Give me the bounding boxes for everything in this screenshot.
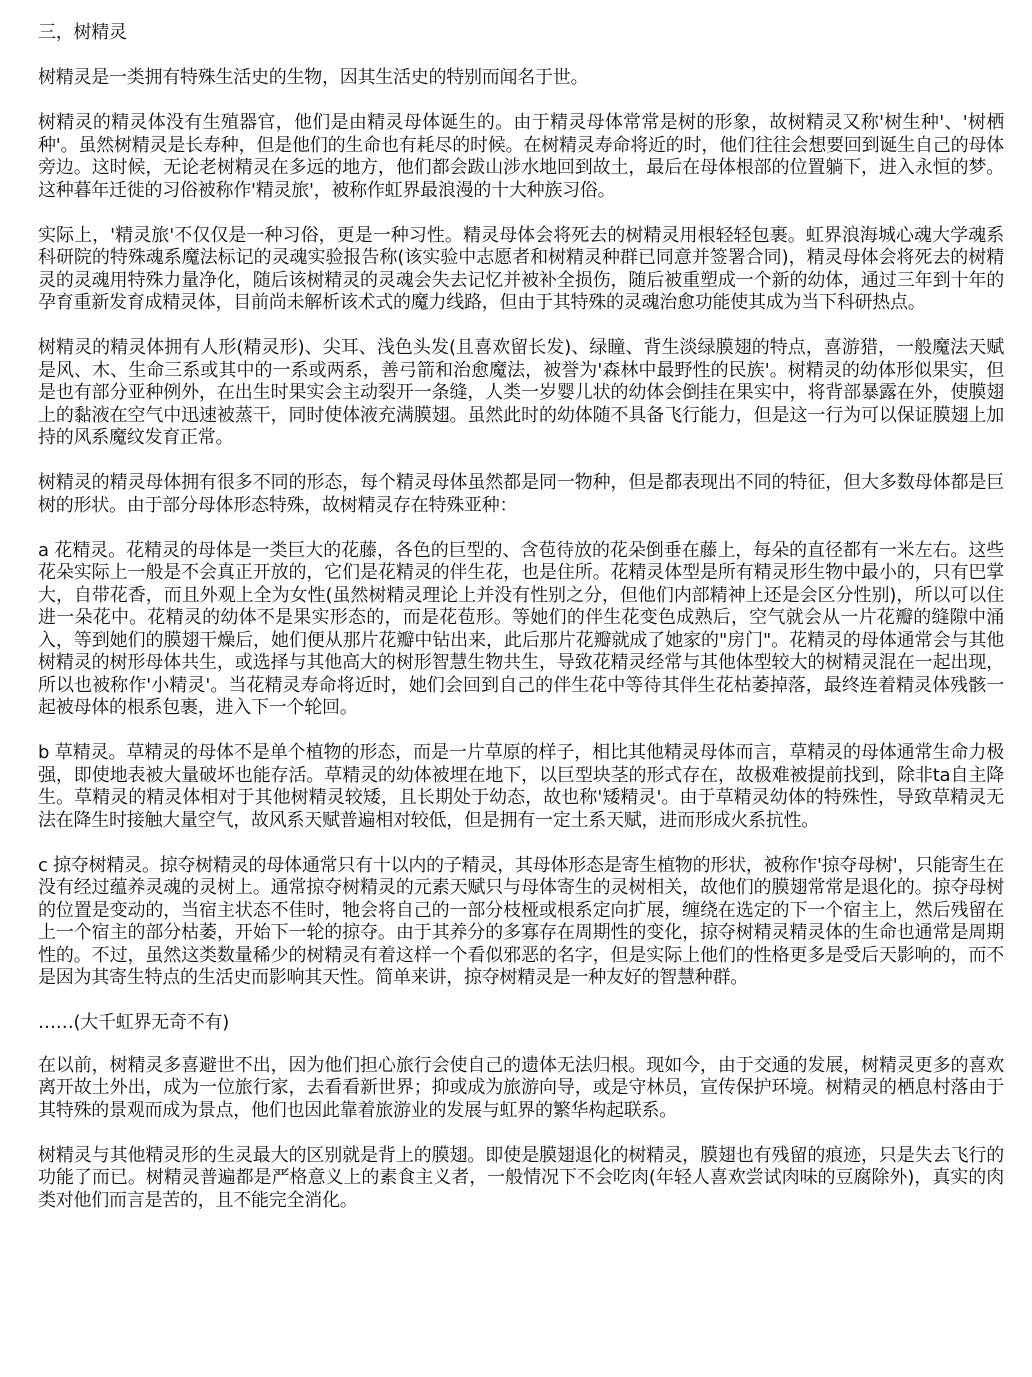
paragraph-grass-elf: b 草精灵。草精灵的母体不是单个植物的形态，而是一片草原的样子，相比其他精灵母体而言，草精灵的母体通常生命力极强，即使地表被大量破坏也能存活。草精灵的幼体被埋在地下，以巨型块茎的形式存在，故极难被提前找到，除非ta自主降生。草精灵的精灵体相对于其他树精灵较矮，且长期处于幼态，故也称'矮精灵'。由于草精灵幼体的特殊性，导致草精灵无法在降生时接触大量空气，故风系天赋普遍相对较低，但是拥有一定土系天赋，进而形成火系抗性。	[38, 742, 1004, 831]
paragraph-appearance: 树精灵的精灵体拥有人形(精灵形)、尖耳、浅色头发(且喜欢留长发)、绿瞳、背生淡绿膜翅的特点，喜游猎，一般魔法天赋是风、木、生命三系或其中的一系或两系，善弓箭和治愈魔法，被誉为'森林中最野性的民族'。树精灵的幼体形似果实，但是也有部分亚种例外，在出生时果实会主动裂开一条缝，人类一岁婴儿状的幼体会倒挂在果实中，将背部暴露在外，使膜翅上的黏液在空气中迅速被蒸干，同时使体液充满膜翅。虽然此时的幼体随不具备飞行能力，但是这一行为可以保证膜翅上加持的风系魔纹发育正常。	[38, 337, 1004, 448]
paragraph-flower-elf: a 花精灵。花精灵的母体是一类巨大的花藤，各色的巨型的、含苞待放的花朵倒垂在藤上，每朵的直径都有一米左右。这些花朵实际上一般是不会真正开放的，它们是花精灵的伴生花，也是住所。花精灵体型是所有精灵形生物中最小的，只有巴掌大，自带花香，而且外观上全为女性(虽然树精灵理论上并没有性别之分，但他们内部精神上还是会区分性别)，所以可以住进一朵花中。花精灵的幼体不是果实形态的，而是花苞形。等她们的伴生花变色成熟后，空气就会从一片花瓣的缝隙中涌入，等到她们的膜翅干燥后，她们便从那片花瓣中钻出来，此后那片花瓣就成了她家的"房门"。花精灵的母体通常会与其他树精灵的树形母体共生，或选择与其他高大的树形智慧生物共生，导致花精灵经常与其他体型较大的树精灵混在一起出现，所以也被称作'小精灵'。当花精灵寿命将近时，她们会回到自己的伴生花中等待其伴生花枯萎掉落，最终连着精灵体残骸一起被母体的根系包裹，进入下一个轮回。	[38, 539, 1004, 718]
paragraph-intro: 树精灵是一类拥有特殊生活史的生物，因其生活史的特别而闻名于世。	[38, 67, 589, 88]
paragraph-wings-diet: 树精灵与其他精灵形的生灵最大的区别就是背上的膜翅。即使是膜翅退化的树精灵，膜翅也有残留的痕迹，只是失去飞行的功能了而已。树精灵普遍都是严格意义上的素食主义者，一般情况下不会吃肉(年轻人喜欢尝试肉味的豆腐除外)，真实的肉类对他们而言是苦的，且不能完全消化。	[38, 1144, 1004, 1211]
ellipsis-note: ……(大千虹界无奇不有)	[38, 1012, 230, 1033]
paragraph-plunder-elf: c 掠夺树精灵。掠夺树精灵的母体通常只有十以内的子精灵，其母体形态是寄生植物的形状，被称作'掠夺母树'，只能寄生在没有经过蕴养灵魂的灵树上。通常掠夺树精灵的元素天赋只与母体寄生的灵树相关，故他们的膜翅常常是退化的。掠夺母树的位置是变动的，当宿主状态不佳时，牠会将自己的一部分枝桠或根系定向扩展，缠绕在选定的下一个宿主上，然后残留在上一个宿主的部分枯萎，开始下一轮的掠夺。由于其养分的多寡存在周期性的变化，掠夺树精灵精灵体的生命也通常是周期性的。不过，虽然这类数量稀少的树精灵有着这样一个看似邪恶的名字，但是实际上他们的性格更多是受后天影响的，而不是因为其寄生特点的生活史而影响其天性。简单来讲，掠夺树精灵是一种友好的智慧种群。	[38, 854, 1004, 988]
paragraph-travel: 在以前，树精灵多喜避世不出，因为他们担心旅行会使自己的遗体无法归根。现如今，由于交通的发展，树精灵更多的喜欢离开故土外出，成为一位旅行家，去看看新世界；抑或成为旅游向导，或是守林员，宣传保护环境。树精灵的栖息村落由于其特殊的景观而成为景点，他们也因此靠着旅游业的发展与虹界的繁华构起联系。	[38, 1054, 1004, 1121]
paragraph-soul-research: 实际上，'精灵旅'不仅仅是一种习俗，更是一种习性。精灵母体会将死去的树精灵用根轻轻包裹。虹界浪海城心魂大学魂系科研院的特殊魂系魔法标记的灵魂实验报告称(该实验中志愿者和树精灵种群已同意并签署合同)，精灵母体会将死去的树精灵的灵魂用特殊力量净化，随后该树精灵的灵魂会失去记忆并被补全损伤，随后被重塑成一个新的幼体，通过三年到十年的孕育重新发育成精灵体，目前尚未解析该术式的魔力线路，但由于其特殊的灵魂治愈功能使其成为当下科研热点。	[38, 224, 1004, 313]
section-title: 三，树精灵	[38, 22, 127, 43]
document-body	[38, 22, 1004, 1235]
paragraph-origin: 树精灵的精灵体没有生殖器官，他们是由精灵母体诞生的。由于精灵母体常常是树的形象，故树精灵又称'树生种'、'树栖种'。虽然树精灵是长寿种，但是他们的生命也有耗尽的时候。在树精灵寿命将近的时，他们往往会想要回到诞生自己的母体旁边。这时候，无论老树精灵在多远的地方，他们都会跋山涉水地回到故土，最后在母体根部的位置躺下，进入永恒的梦。这种暮年迁徙的习俗被称作'精灵旅'，被称作虹界最浪漫的十大种族习俗。	[38, 112, 1004, 201]
paragraph-mother-forms: 树精灵的精灵母体拥有很多不同的形态，每个精灵母体虽然都是同一物种，但是都表现出不同的特征，但大多数母体都是巨树的形状。由于部分母体形态特殊，故树精灵存在特殊亚种：	[38, 472, 1004, 516]
